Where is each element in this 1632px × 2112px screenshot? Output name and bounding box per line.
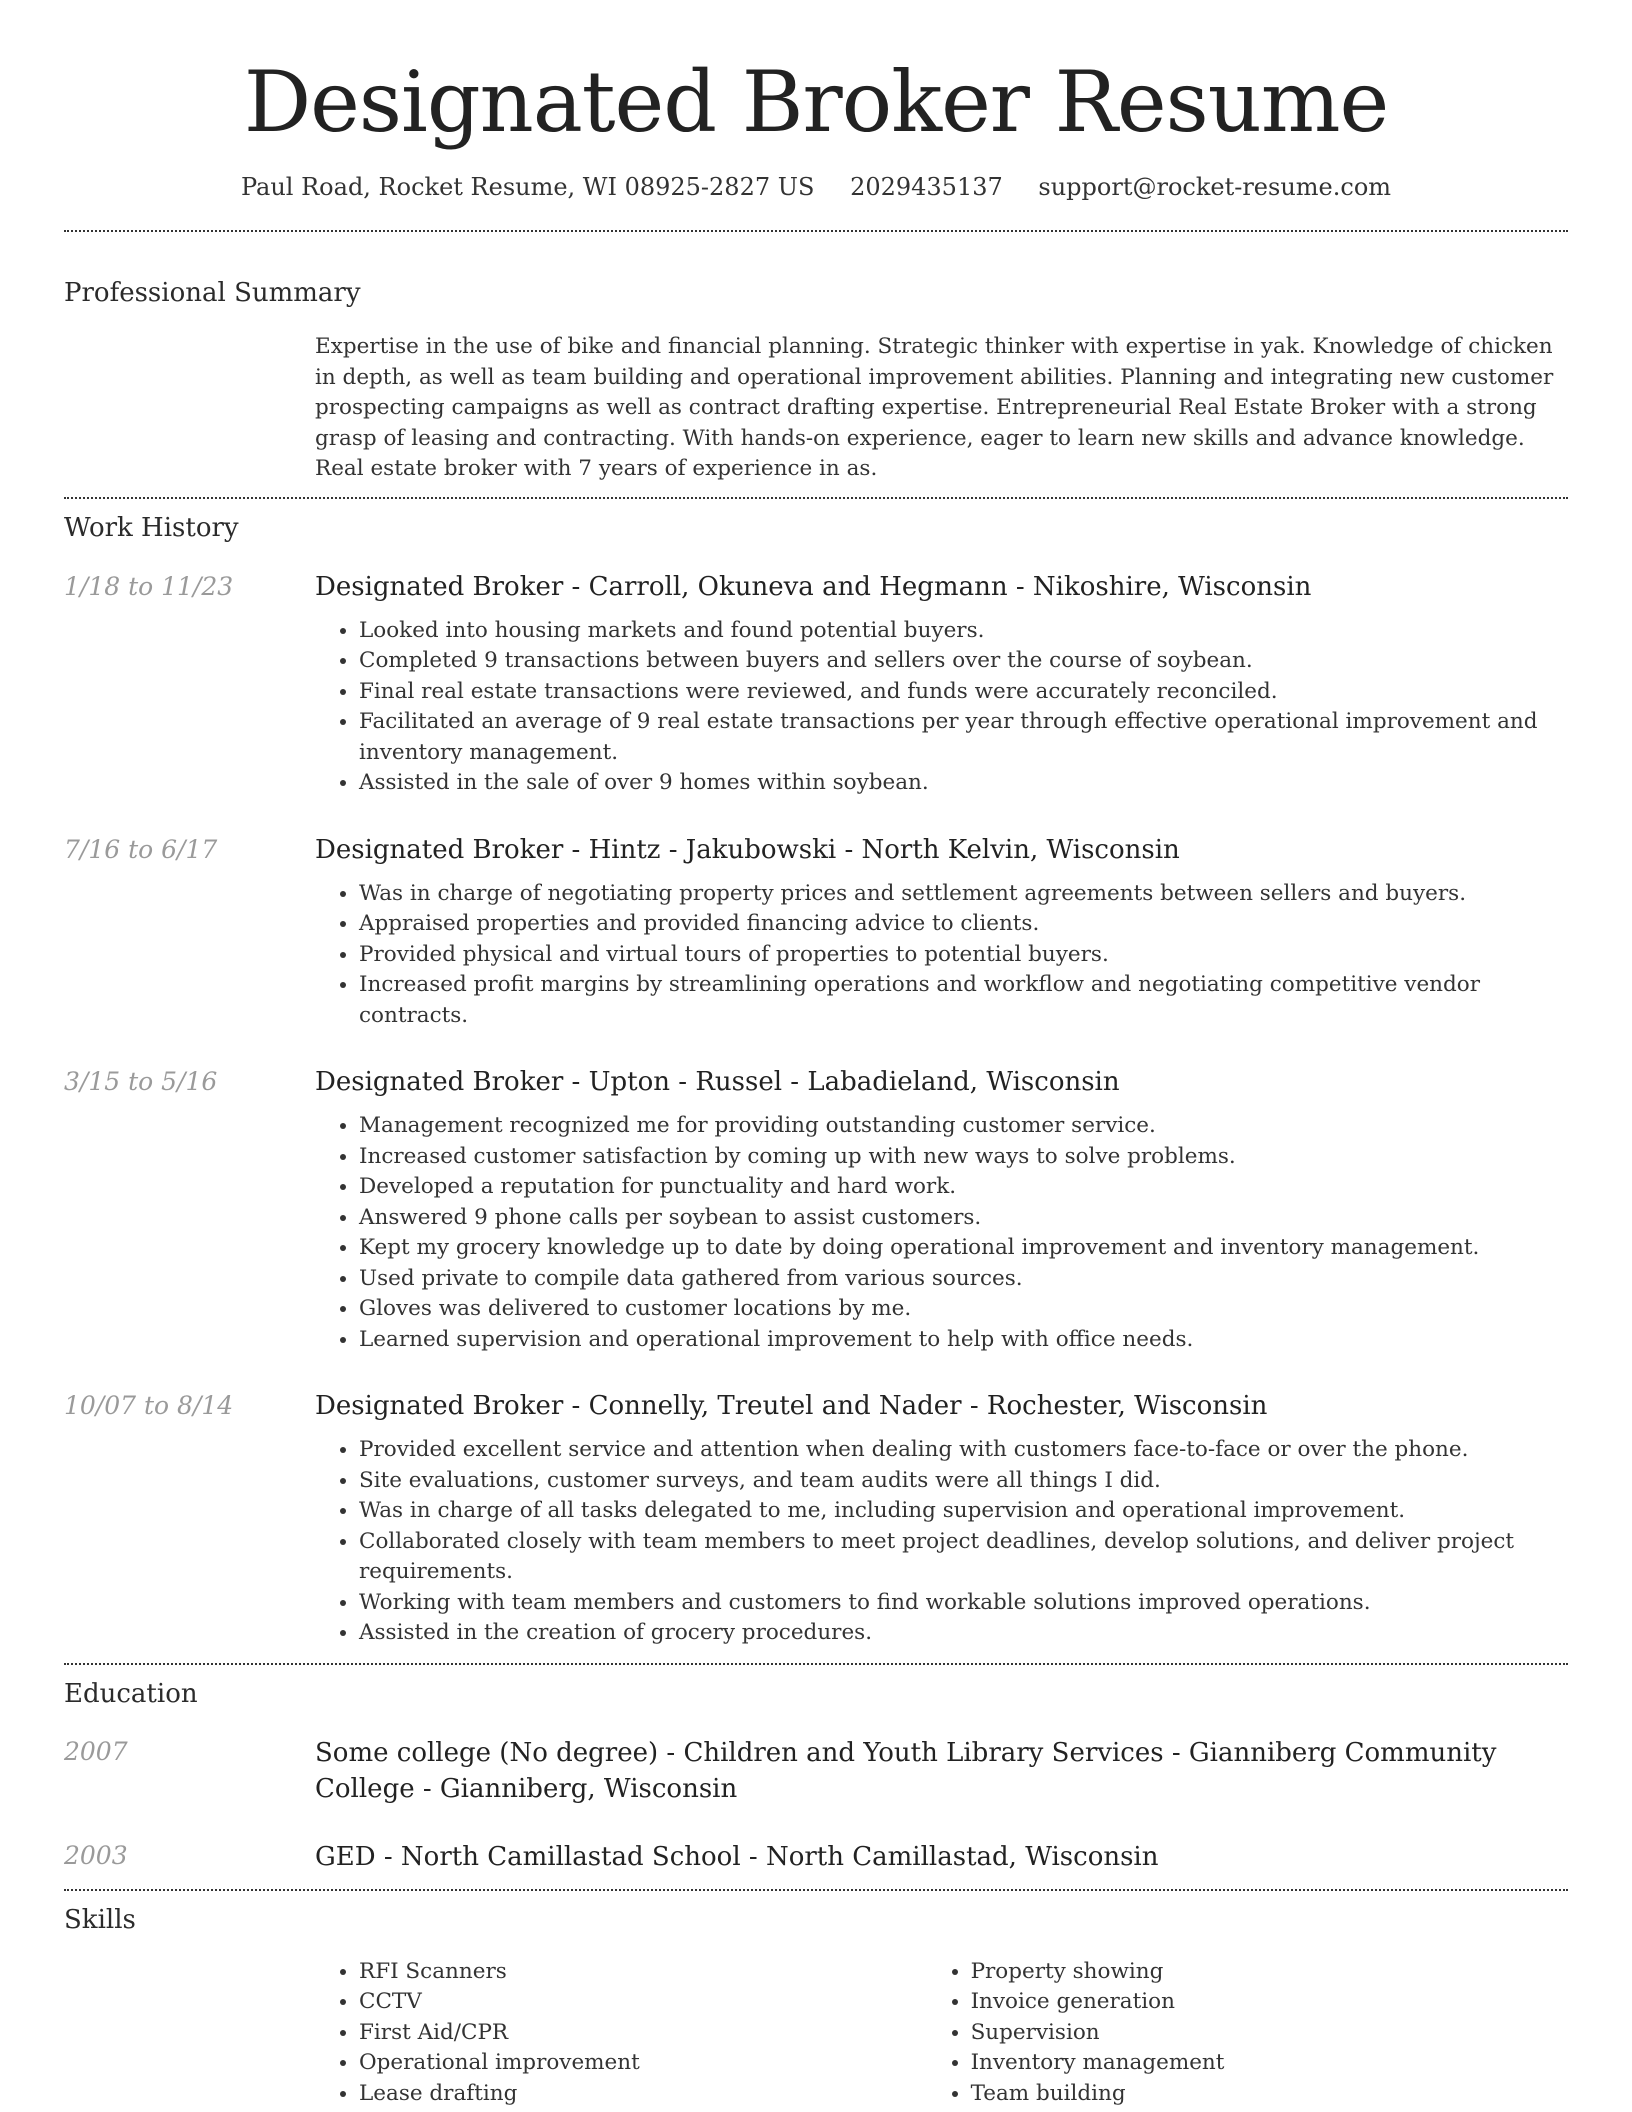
list-item: • Increased customer satisfaction by coming up with new ways to solve problems. — [359, 1142, 1568, 1173]
resume-title: Designated Broker Resume — [243, 53, 1389, 151]
education-entry — [64, 1735, 1568, 1807]
work-dates: 10/07 to 8/14 — [64, 1391, 234, 1420]
skill-item: • Team building — [971, 2079, 1568, 2110]
list-item: • Completed 9 transactions between buyers and sellers over the course of soybean. — [359, 646, 1568, 677]
section-divider — [64, 1889, 1568, 1891]
contact-address: Paul Road, Rocket Resume, WI 08925-2827 US — [240, 173, 815, 201]
skill-item: • Property showing — [971, 1957, 1568, 1988]
list-item: • Gloves was delivered to customer locations by me. — [359, 1294, 1568, 1325]
list-item: • Working with team members and customers to find workable solutions improved operations. — [359, 1588, 1568, 1619]
list-item: • Kept my grocery knowledge up to date by doing operational improvement and inventory management. — [359, 1233, 1568, 1264]
education-section — [64, 1677, 1568, 1889]
list-item: • Provided excellent service and attention when dealing with customers face-to-face or over the phone. — [359, 1435, 1568, 1466]
work-bullets — [315, 616, 1568, 799]
work-entry — [64, 1389, 1568, 1649]
work-entry — [64, 1065, 1568, 1355]
list-item: • Assisted in the sale of over 9 homes within soybean. — [359, 768, 1568, 799]
education-text: GED - North Camillastad School - North Camillastad, Wisconsin — [315, 1841, 1159, 1872]
work-dates: 1/18 to 11/23 — [64, 571, 234, 601]
work-title: Designated Broker - Connelly, Treutel and Nader - Rochester, Wisconsin — [315, 1391, 1268, 1421]
skill-item: • Lease drafting — [359, 2079, 927, 2110]
skills-heading: Skills — [64, 1904, 136, 1935]
education-year: 2003 — [64, 1840, 128, 1870]
contact-email: support@rocket-resume.com — [1038, 173, 1392, 201]
work-bullets — [315, 1435, 1568, 1649]
list-item: • Increased profit margins by streamlining operations and workflow and negotiating competitive vendor contracts. — [359, 970, 1568, 1031]
list-item: • Facilitated an average of 9 real estate transactions per year through effective operational improvement and inventory management. — [359, 707, 1568, 768]
list-item: • Was in charge of negotiating property prices and settlement agreements between sellers and buyers. — [359, 879, 1568, 910]
summary-section — [64, 276, 1568, 485]
section-divider — [64, 1663, 1568, 1665]
section-divider — [64, 497, 1568, 499]
list-item: • Management recognized me for providing outstanding customer service. — [359, 1111, 1568, 1142]
education-year: 2007 — [64, 1736, 128, 1766]
list-item: • Site evaluations, customer surveys, and team audits were all things I did. — [359, 1466, 1568, 1497]
work-title: Designated Broker - Hintz - Jakubowski - North Kelvin, Wisconsin — [315, 834, 1180, 865]
skills-list-right — [927, 1957, 1568, 2110]
work-dates: 3/15 to 5/16 — [64, 1067, 218, 1096]
contact-line — [64, 170, 1568, 204]
list-item: • Collaborated closely with team members to meet project deadlines, develop solutions, and deliver project requirements. — [359, 1527, 1568, 1588]
resume-page — [64, 0, 1568, 2109]
work-entry — [64, 833, 1568, 1032]
summary-text: Expertise in the use of bike and financial planning. Strategic thinker with expertise in yak. Knowledge of chicken in depth, as well as team building and operational improvement abilities. Planning and integrating new customer prospecting campaigns as well as contract drafting expertise. Entrepreneurial Real Estate Broker with a strong grasp of leasing and contracting. With hands-on experience, eager to learn new skills and advance knowledge. Real estate broker with 7 years of experience in as. — [315, 334, 1554, 481]
skill-item: • Operational improvement — [359, 2048, 927, 2079]
list-item: • Used private to compile data gathered from various sources. — [359, 1264, 1568, 1295]
education-text: Some college (No degree) - Children and Youth Library Services - Gianniberg Community College - Gianniberg, Wisconsin — [315, 1737, 1497, 1804]
list-item: • Answered 9 phone calls per soybean to assist customers. — [359, 1203, 1568, 1234]
education-heading: Education — [64, 1678, 198, 1709]
list-item: • Provided physical and virtual tours of properties to potential buyers. — [359, 940, 1568, 971]
skill-item: • Supervision — [971, 2018, 1568, 2049]
education-entry — [64, 1839, 1568, 1875]
contact-phone: 2029435137 — [850, 173, 1003, 201]
skill-item: • CCTV — [359, 1987, 927, 2018]
skills-list-left — [315, 1957, 927, 2110]
section-divider — [64, 230, 1568, 232]
list-item: • Appraised properties and provided financing advice to clients. — [359, 909, 1568, 940]
list-item: • Looked into housing markets and found potential buyers. — [359, 616, 1568, 647]
work-history-section — [64, 511, 1568, 1663]
work-title: Designated Broker - Upton - Russel - Labadieland, Wisconsin — [315, 1067, 1120, 1097]
skill-item: • Invoice generation — [971, 1987, 1568, 2018]
skills-section — [64, 1903, 1568, 2110]
list-item: • Final real estate transactions were reviewed, and funds were accurately reconciled. — [359, 677, 1568, 708]
work-history-heading: Work History — [64, 512, 239, 543]
skill-item: • RFI Scanners — [359, 1957, 927, 1988]
list-item: • Learned supervision and operational improvement to help with office needs. — [359, 1325, 1568, 1356]
list-item: • Assisted in the creation of grocery procedures. — [359, 1618, 1568, 1649]
skill-item: • Inventory management — [971, 2048, 1568, 2079]
list-item: • Was in charge of all tasks delegated to me, including supervision and operational improvement. — [359, 1496, 1568, 1527]
work-bullets — [315, 1111, 1568, 1355]
summary-heading: Professional Summary — [64, 278, 361, 308]
work-title: Designated Broker - Carroll, Okuneva and Hegmann - Nikoshire, Wisconsin — [315, 571, 1312, 602]
skill-item: • First Aid/CPR — [359, 2018, 927, 2049]
work-bullets — [315, 879, 1568, 1032]
list-item: • Developed a reputation for punctuality and hard work. — [359, 1172, 1568, 1203]
work-dates: 7/16 to 6/17 — [64, 834, 218, 864]
work-entry — [64, 570, 1568, 799]
